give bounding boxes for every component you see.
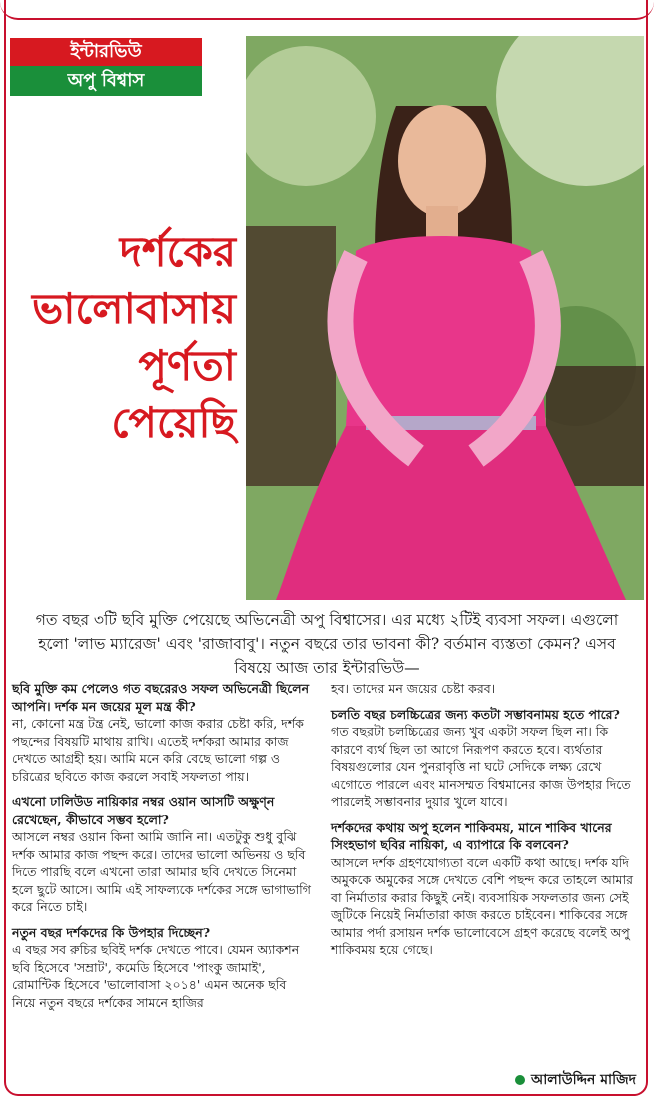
headline-line: দর্শকের (119, 227, 236, 276)
section-tag: ইন্টারভিউ (10, 38, 202, 66)
question: ছবি মুক্তি কম পেলেও গত বছরেরও সফল অভিনেত্রী ছিলেন আপনি। দর্শক মন জয়ের মূল মন্ত্র কী? (12, 681, 310, 714)
answer: গত বছরটা চলচ্চিত্রের জন্য খুব একটা সফল ছিল না। কি কারণে ব্যর্থ ছিল তা আগে নিরূপণ করতে হবে। ব্যর্থতার বিষয়গুলোর যেন পুনরাবৃত্তি না ঘটে সেদিকে লক্ষ্য রেখে এগোতে পারলে এবং মানসম্মত বিশ্বমানের কাজ উপহার দিতে পারলেই সম্ভাবনার দুয়ার খুলে যাবে। (331, 724, 631, 809)
intro-paragraph: গত বছর ৩টি ছবি মুক্তি পেয়েছে অভিনেত্রী অপু বিশ্বাসের। এর মধ্যে ২টিই ব্যবসা সফল। এগুলো হলো 'লাভ ম্যারেজ' এবং 'রাজাবাবু'। নতুন বছরে তার ভাবনা কী? বর্তমান ব্যস্ততা কেমন? এসব বিষয়ে আজ তার ইন্টারভিউ— (35, 611, 619, 677)
right-column (331, 680, 641, 967)
subject-name-tag: অপু বিশ্বাস (10, 66, 202, 96)
byline (515, 1068, 636, 1092)
question: দর্শকদের কথায় অপু হলেন শাকিবময়, মানে শাকিব খানের সিংহভাগ ছবির নায়িকা, এ ব্যাপারে কি বলবেন? (331, 819, 612, 852)
answer: না, কোনো মন্ত্র টন্ত্র নেই, ভালো কাজ করার চেষ্টা করি, দর্শক পছন্দের বিষয়টি মাথায় রাখি। এতেই দর্শকরা আমার কাজ দেখতে আগ্রহী হয়। আমি মনে করি বেছে ভালো গল্প ও চরিত্রের ছবিতে কাজ করলে সবাই সফলতা পায়। (12, 716, 304, 784)
question: এখনো ঢালিউড নায়িকার নম্বর ওয়ান আসটি অক্ষুণ্ন রেখেছেন, কীভাবে সম্ভব হলো? (12, 794, 275, 827)
headline (32, 223, 236, 451)
bullet-dot-icon (515, 1075, 525, 1085)
answer: আসলে দর্শক গ্রহণযোগ্যতা বলে একটি কথা আছে। দর্শক যদি অমুককে অমুকের সঙ্গে দেখতে বেশি পছন্দ করে তাহলে আমার বা নির্মাতার করার কিছুই নেই। ব্যবসায়িক সফলতার জন্য সেই জুটিকে নিয়েই নির্মাতারা কাজ করতে চাইবেন। শাকিবের সঙ্গে আমার পর্দা রসায়ন দর্শক ভালোবেসে গ্রহণ করেছে বলেই অপু শাকিবময় হয়ে গেছে। (331, 854, 633, 957)
question: নতুন বছর দর্শকদের কি উপহার দিচ্ছেন? (12, 924, 211, 940)
author-name: আলাউদ্দিন মাজিদ (530, 1072, 636, 1088)
answer: এ বছর সব রুচির ছবিই দর্শক দেখতে পাবে। যেমন অ্যাকশন ছবি হিসেবে 'সম্রাট', কমেডি হিসেবে 'পাংকু জামাই', রোমান্টিক হিসেবে 'ভালোবাসা ২০১৪' এমন অনেক ছবি নিয়ে নতুন বছরে দর্শকের সামনে হাজির (12, 942, 300, 1010)
portrait-photo (246, 36, 644, 600)
answer-continuation: হব। তাদের মন জয়ের চেষ্টা করব। (331, 681, 496, 696)
portrait-illustration (246, 36, 644, 600)
question: চলতি বছর চলচ্চিত্রের জন্য কতটা সম্ভাবনাময় হতে পারে? (331, 706, 620, 722)
headline-line: পেয়েছি (111, 398, 236, 447)
answer: আসলে নম্বর ওয়ান কিনা আমি জানি না। এতটুকু শুধু বুঝি দর্শক আমার কাজ পছন্দ করে। তাদের ভালো অভিনয় ও ছবি দিতে পারছি বলে এখনো তারা আমার ছবি দেখতে সিনেমা হলে ছুটে আসে। আমি এই সাফল্যকে দর্শকের সঙ্গে ভাগাভাগি করে নিতে চাই। (12, 829, 311, 914)
left-column (12, 680, 312, 1019)
headline-line: পূর্ণতা (138, 341, 236, 390)
headline-line: ভালোবাসায় (31, 284, 236, 333)
